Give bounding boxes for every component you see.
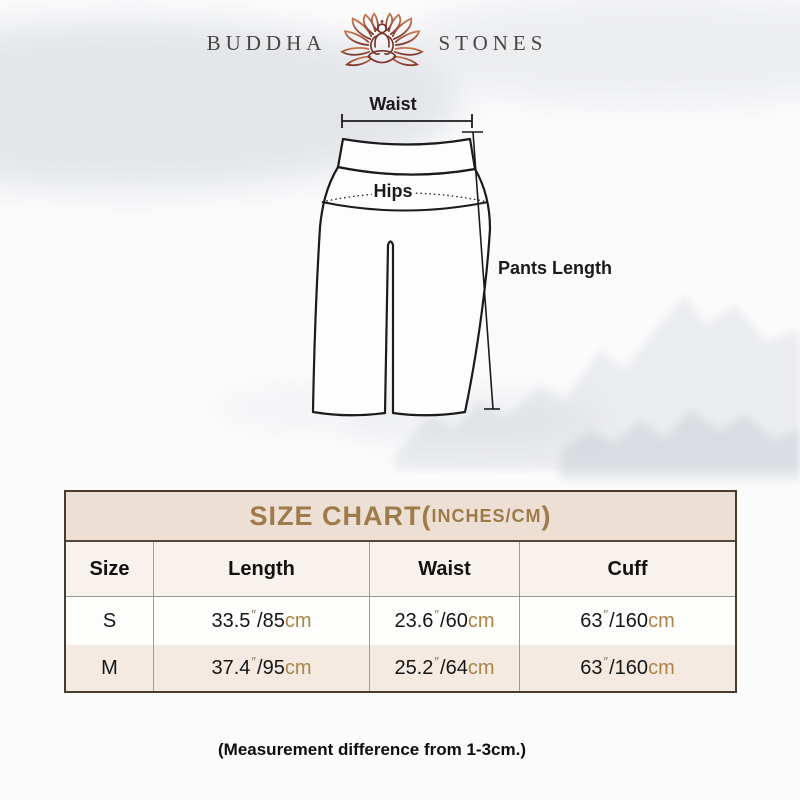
size-chart-rows	[66, 597, 735, 691]
length-measurement: 33.5 ″ /85 cm	[154, 597, 370, 645]
cm-unit: cm	[648, 656, 675, 679]
length-measurement: 37.4 ″ /95 cm	[154, 645, 370, 691]
brand-logo	[0, 12, 800, 74]
cm-value: /60	[440, 609, 468, 632]
waistband	[338, 139, 475, 175]
size-chart-title-main: SIZE CHART(	[249, 500, 432, 531]
brand-name-right: STONES	[438, 30, 548, 55]
cm-value: /95	[257, 656, 285, 679]
cm-unit: cm	[284, 656, 312, 679]
column-header-size: Size	[66, 542, 154, 596]
cm-value: /64	[440, 656, 468, 679]
measurement-footnote: (Measurement difference from 1-3cm.)	[218, 740, 526, 759]
size-chart-title-units: INCHES/CM	[431, 505, 542, 526]
size-row-s	[66, 597, 735, 645]
cm-unit: cm	[467, 609, 495, 632]
cuff-measurement: 63 ″ /160 cm	[580, 607, 675, 632]
size-chart-table	[64, 490, 737, 693]
cm-unit: cm	[648, 609, 675, 632]
size-chart-title-close: )	[541, 500, 552, 531]
waist-measurement: 25.2 ″ /64 cm	[370, 645, 520, 691]
column-header-length: Length	[154, 542, 370, 596]
cuff-measurement: 63 ″ /160 cm	[580, 654, 675, 679]
lotus-meditation-icon	[339, 12, 425, 74]
size-row-m	[66, 645, 735, 691]
size-value: S	[66, 597, 154, 645]
pants-measurement-diagram	[280, 92, 620, 440]
column-header-waist: Waist	[370, 542, 520, 596]
size-chart-title	[66, 492, 735, 542]
inches-value: 33.5	[211, 609, 251, 632]
size-chart-header-row	[66, 542, 735, 597]
inches-value: 63	[580, 656, 603, 679]
cm-value: /85	[257, 609, 285, 632]
inches-value: 25.2	[394, 656, 434, 679]
inches-value: 37.4	[211, 656, 251, 679]
cm-value: /160	[609, 609, 649, 632]
waist-measure-line	[342, 114, 472, 128]
cm-unit: cm	[284, 609, 312, 632]
cm-value: /160	[609, 656, 649, 679]
column-header-cuff: Cuff	[607, 557, 648, 580]
cm-unit: cm	[467, 656, 495, 679]
pants-length-label: Pants Length	[498, 258, 613, 278]
inches-value: 63	[580, 609, 603, 632]
inches-value: 23.6	[394, 609, 434, 632]
waist-label: Waist	[369, 94, 417, 114]
hips-label: Hips	[373, 181, 413, 201]
size-value: M	[66, 645, 154, 691]
waist-measurement: 23.6 ″ /60 cm	[370, 597, 520, 645]
brand-name-left: BUDDHA	[206, 30, 327, 55]
